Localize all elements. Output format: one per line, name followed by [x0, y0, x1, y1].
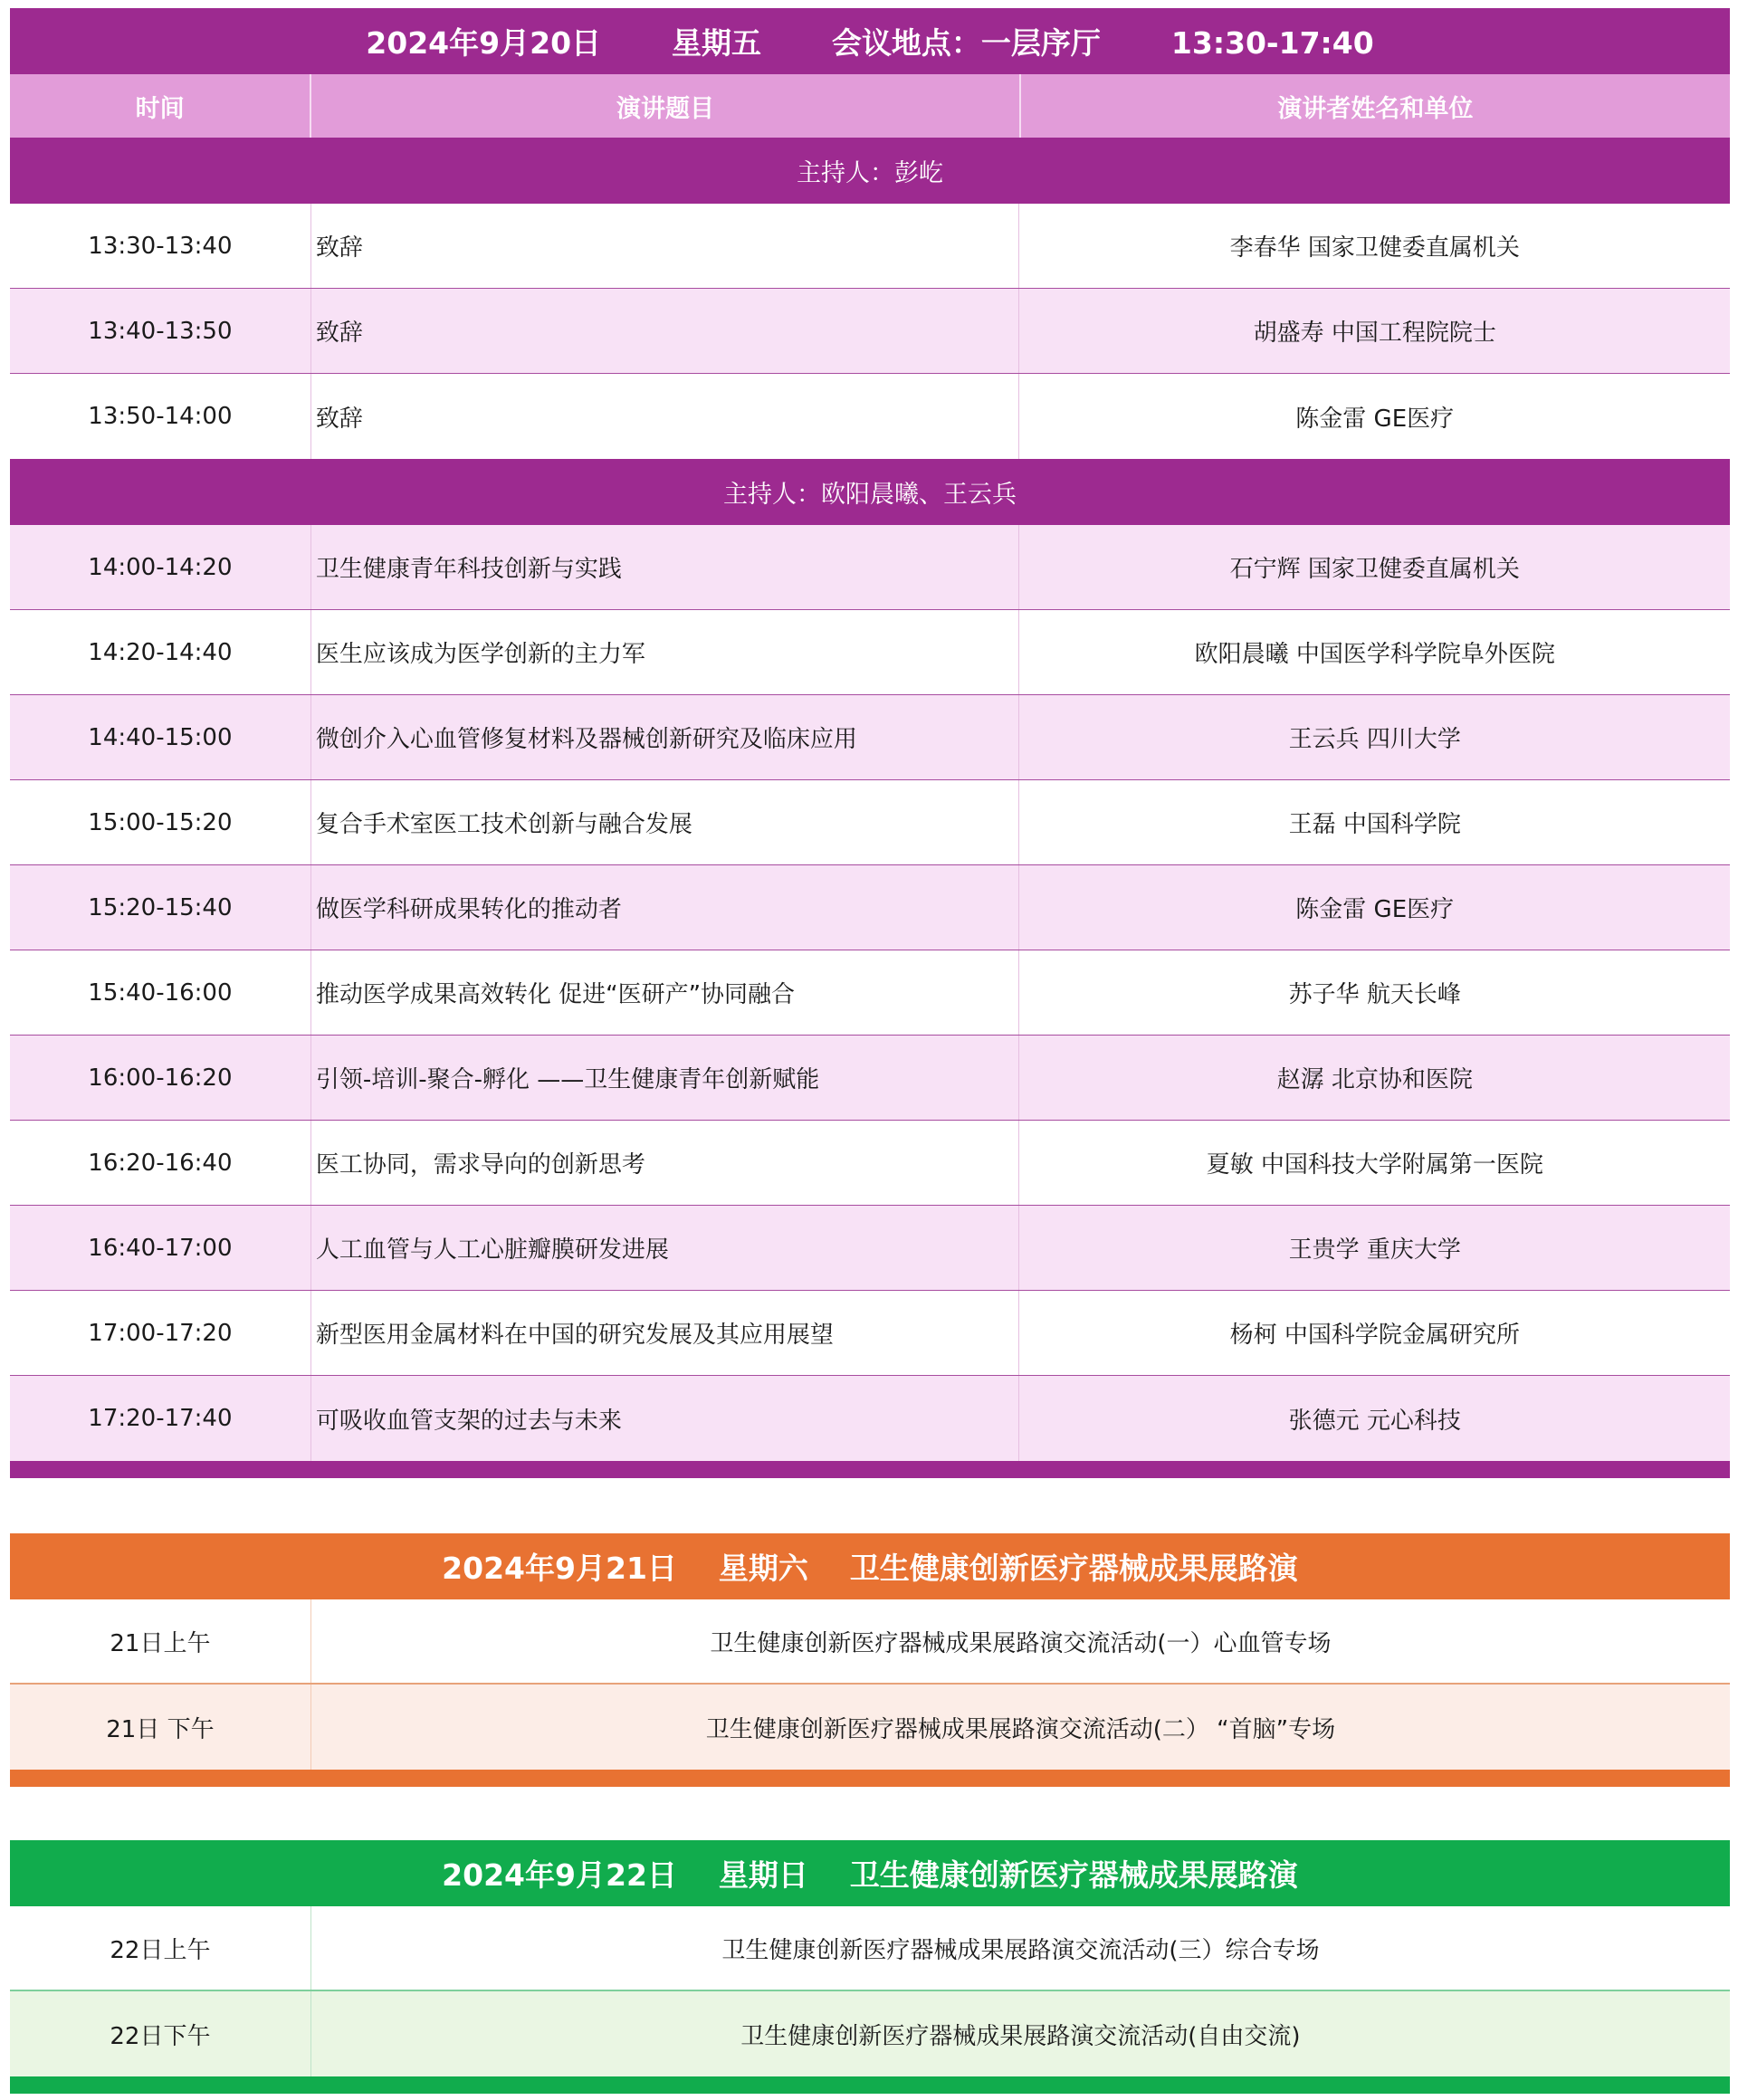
day2-footer-bar — [10, 1770, 1730, 1787]
table-row — [10, 1036, 1730, 1121]
row-time: 13:30-13:40 — [10, 204, 311, 288]
row-speaker: 王云兵 四川大学 — [1288, 726, 1461, 753]
header-speaker: 演讲者姓名和单位 — [1277, 94, 1474, 123]
table-row — [10, 1906, 1730, 1991]
table-row — [10, 865, 1730, 950]
row-activity: 卫生健康创新医疗器械成果展路演交流活动(一）心血管专场 — [710, 1629, 1332, 1657]
table-row — [10, 950, 1730, 1036]
day3-schedule — [10, 1840, 1730, 2094]
row-topic: 人工血管与人工心脏瓣膜研发进展 — [311, 1206, 1020, 1290]
row-topic: 复合手术室医工技术创新与融合发展 — [311, 780, 1020, 864]
row-topic: 可吸收血管支架的过去与未来 — [311, 1376, 1020, 1461]
day1-footer-bar — [10, 1461, 1730, 1478]
row-topic: 卫生健康青年科技创新与实践 — [311, 525, 1020, 609]
table-row — [10, 374, 1730, 459]
row-time: 13:50-14:00 — [10, 374, 311, 459]
table-row — [10, 1121, 1730, 1206]
row-speaker: 赵潺 北京协和医院 — [1276, 1066, 1473, 1093]
row-topic: 医工协同，需求导向的创新思考 — [311, 1121, 1020, 1205]
table-row — [10, 204, 1730, 289]
row-time: 16:20-16:40 — [10, 1121, 311, 1205]
row-time: 14:00-14:20 — [10, 525, 311, 609]
row-time: 17:00-17:20 — [10, 1291, 311, 1375]
row-time: 21日 下午 — [10, 1685, 311, 1770]
table-row — [10, 1376, 1730, 1461]
row-time: 16:00-16:20 — [10, 1036, 311, 1120]
row-time: 17:20-17:40 — [10, 1376, 311, 1461]
row-time: 15:20-15:40 — [10, 865, 311, 950]
table-row — [10, 610, 1730, 695]
row-speaker: 张德元 元心科技 — [1288, 1407, 1461, 1435]
table-row — [10, 1206, 1730, 1291]
row-speaker: 石宁辉 国家卫健委直属机关 — [1229, 556, 1520, 583]
day3-title: 2024年9月22日 星期日 卫生健康创新医疗器械成果展路演 — [10, 1840, 1730, 1906]
row-activity: 卫生健康创新医疗器械成果展路演交流活动(三）综合专场 — [721, 1936, 1320, 1964]
row-speaker: 欧阳晨曦 中国医学科学院阜外医院 — [1194, 641, 1555, 668]
table-row — [10, 525, 1730, 610]
row-time: 21日上午 — [10, 1599, 311, 1683]
row-speaker: 胡盛寿 中国工程院院士 — [1253, 320, 1496, 347]
row-time: 16:40-17:00 — [10, 1206, 311, 1290]
row-time: 14:20-14:40 — [10, 610, 311, 694]
header-topic: 演讲题目 — [311, 74, 1020, 138]
row-speaker: 李春华 国家卫健委直属机关 — [1229, 234, 1520, 262]
table-row — [10, 1991, 1730, 2076]
row-topic: 推动医学成果高效转化 促进“医研产”协同融合 — [311, 950, 1020, 1035]
row-topic: 引领-培训-聚合-孵化 ——卫生健康青年创新赋能 — [311, 1036, 1020, 1120]
row-speaker: 夏敏 中国科技大学附属第一医院 — [1206, 1151, 1543, 1179]
row-time: 15:40-16:00 — [10, 950, 311, 1035]
row-activity: 卫生健康创新医疗器械成果展路演交流活动(自由交流) — [740, 2022, 1301, 2050]
row-speaker: 苏子华 航天长峰 — [1288, 981, 1461, 1008]
day3-footer-bar — [10, 2076, 1730, 2094]
row-speaker: 王磊 中国科学院 — [1288, 811, 1461, 838]
table-row — [10, 1291, 1730, 1376]
row-topic: 致辞 — [311, 289, 1020, 373]
day1-schedule — [10, 8, 1730, 1478]
table-header — [10, 74, 1730, 138]
table-row — [10, 780, 1730, 865]
row-topic: 致辞 — [311, 204, 1020, 288]
row-time: 13:40-13:50 — [10, 289, 311, 373]
row-speaker: 杨柯 中国科学院金属研究所 — [1229, 1322, 1520, 1349]
row-speaker: 王贵学 重庆大学 — [1288, 1236, 1461, 1264]
row-topic: 微创介入心血管修复材料及器械创新研究及临床应用 — [311, 695, 1020, 779]
row-topic: 做医学科研成果转化的推动者 — [311, 865, 1020, 950]
host-banner-1: 主持人：彭屹 — [10, 138, 1730, 204]
row-time: 22日下午 — [10, 1991, 311, 2076]
row-time: 22日上午 — [10, 1906, 311, 1990]
row-topic: 新型医用金属材料在中国的研究发展及其应用展望 — [311, 1291, 1020, 1375]
table-row — [10, 1599, 1730, 1685]
row-activity: 卫生健康创新医疗器械成果展路演交流活动(二） “首脑”专场 — [705, 1715, 1336, 1743]
day2-title: 2024年9月21日 星期六 卫生健康创新医疗器械成果展路演 — [10, 1533, 1730, 1599]
header-time: 时间 — [10, 74, 311, 138]
day2-schedule — [10, 1533, 1730, 1787]
row-time: 15:00-15:20 — [10, 780, 311, 864]
row-topic: 致辞 — [311, 374, 1020, 459]
row-topic: 医生应该成为医学创新的主力军 — [311, 610, 1020, 694]
host-banner-2: 主持人：欧阳晨曦、王云兵 — [10, 459, 1730, 525]
table-row — [10, 289, 1730, 374]
row-speaker: 陈金雷 GE医疗 — [1295, 896, 1455, 923]
row-speaker: 陈金雷 GE医疗 — [1295, 405, 1455, 433]
row-time: 14:40-15:00 — [10, 695, 311, 779]
day1-title: 2024年9月20日 星期五 会议地点：一层序厅 13:30-17:40 — [10, 8, 1730, 74]
table-row — [10, 1685, 1730, 1770]
table-row — [10, 695, 1730, 780]
